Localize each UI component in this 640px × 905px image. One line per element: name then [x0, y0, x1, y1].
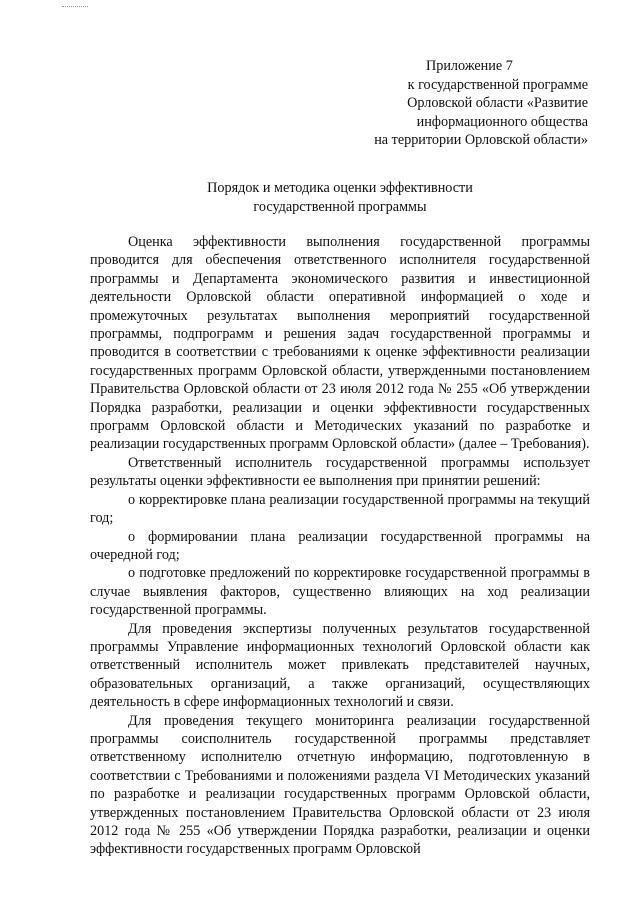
appendix-line: на территории Орловской области» [374, 132, 588, 149]
scan-artifact [62, 6, 88, 8]
paragraph-monitoring: Для проведения текущего мониторинга реализации государственной программы соисполнитель государственной программы представляет ответственному исполнителю отчетную информацию, подготовленную в соответствии с Требованиями и положениями раздела VI Методических указаний по разработке и реализации государственных программ Орловской области, утвержденных постановлением Правительства Орловской области от 23 июля 2012 года № 255 «Об утверждении Порядка разработки, реализации и оценки эффективности государственных программ Орловской [90, 712, 590, 858]
title-line: Порядок и методика оценки эффективности [207, 180, 473, 196]
appendix-line: к государственной программе [407, 76, 588, 93]
paragraph-expertise: Для проведения экспертизы полученных результатов государственной программы Управление информационных технологий Орловской области как ответственный исполнитель может привлекать представителей научных, образовательных организаций, а также организаций, осуществляющих деятельность в сфере информационных технологий и связи. [90, 620, 590, 711]
document-body [90, 233, 590, 859]
appendix-line: Приложение 7 [426, 58, 513, 74]
title-line: государственной программы [253, 198, 427, 215]
paragraph-usage: Ответственный исполнитель государственной программы использует результаты оценки эффективности ее выполнения при принятии решений: [90, 454, 590, 490]
document-title [90, 179, 590, 217]
paragraph-item-next-year: о формировании плана реализации государственной программы на очередной год; [90, 528, 590, 563]
paragraph-item-current-year: о корректировке плана реализации государственной программы на текущий год; [90, 491, 590, 527]
appendix-line: информационного общества [416, 113, 588, 130]
appendix-header [300, 57, 588, 150]
appendix-line: Орловской области «Развитие [407, 95, 588, 112]
paragraph-intro: Оценка эффективности выполнения государственной программы проводится для обеспечения ответственного исполнителя государственной программы и Департамента экономического развития и инвестиционной деятельности Орловской области оперативной информацией о ходе и промежуточных результатах выполнения мероприятий государственной программы, подпрограмм и решения задач государственной программы и проводится в соответствии с требованиями к оценке эффективности реализации государственных программ Орловской области, утвержденными постановлением Правительства Орловской области от 23 июля 2012 года № 255 «Об утверждении Порядка разработки, реализации и оценки эффективности государственных программ Орловской области и Методических указаний по разработке и реализации государственных программ Орловской области» (далее – Требования). [90, 234, 590, 453]
paragraph-item-adjustment: о подготовке предложений по корректировке государственной программы в случае выявления факторов, существенно влияющих на ход реализации государственной программы. [90, 565, 590, 619]
